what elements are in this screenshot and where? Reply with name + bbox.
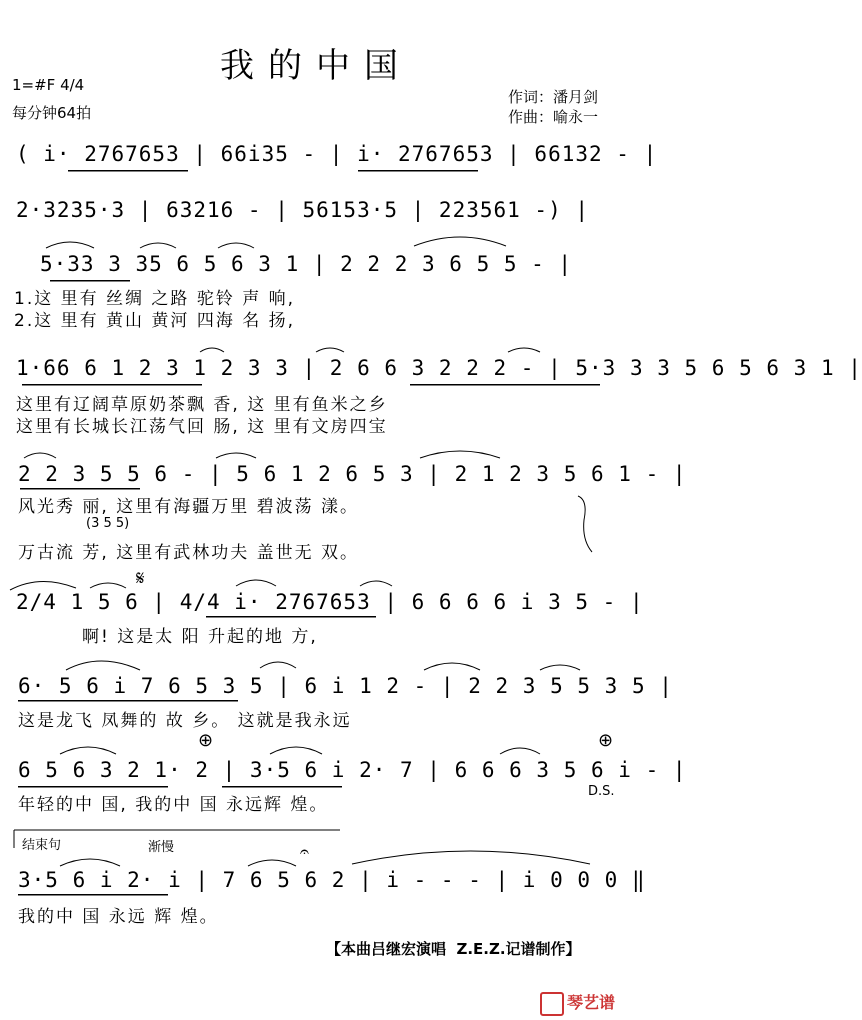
credit-line: 【本曲吕继宏演唱 Z.E.Z.记谱制作】 (326, 940, 581, 958)
lyric-line-4a: 这里有辽阔草原奶茶飘 香, 这 里有鱼米之乡 (16, 395, 388, 415)
ds-mark: D.S. (588, 784, 615, 799)
key-signature: 1=#F 4/4 (12, 76, 85, 94)
lyricist-credit: 作词：潘月剑 (508, 88, 599, 106)
lyric-line-4b: 这里有长城长江荡气回 肠, 这 里有文房四宝 (16, 417, 388, 437)
lyric-line-5a: 风光秀 丽, 这里有海疆万里 碧波荡 漾。 (18, 497, 360, 517)
lyric-line-9: 我的中 国 永远 辉 煌。 (18, 907, 219, 927)
alt-notes-annotation: (3 5 5) (86, 516, 130, 531)
song-title: 我的中国 (220, 46, 412, 86)
lyric-line-5b: 万古流 芳, 这里有武林功夫 盖世无 双。 (18, 543, 360, 563)
lyric-line-7: 这是龙飞 凤舞的 故 乡。 这就是我永远 (18, 711, 352, 731)
notation-line-6: 2/4 1 5 6 | 4/4 i· 2767653 | 6 6 6 6 i 3 5 - | (16, 590, 644, 614)
notation-line-9: 3·5 6 i 2· i | 7 6 5 6 2 | i - - - | i 0 0 0 ‖ (18, 868, 646, 892)
tempo-rit: 渐慢 (148, 840, 175, 855)
ending-label: 结束句 (22, 838, 62, 853)
coda-sign-1: ⊕ (198, 730, 214, 751)
lyric-line-3a: 1.这 里有 丝绸 之路 驼铃 声 响, (14, 289, 296, 309)
lyric-line-3b: 2.这 里有 黄山 黄河 四海 名 扬, (14, 311, 296, 331)
coda-sign-2: ⊕ (598, 730, 614, 751)
watermark-text: 琴艺谱 (567, 993, 616, 1012)
notation-line-3: 5·33 3 35 6 5 6 3 1 | 2 2 2 3 6 5 5 - | (40, 252, 573, 276)
lyric-line-6: 啊! 这是太 阳 升起的地 方, (82, 627, 318, 647)
notation-line-8: 6 5 6 3 2 1· 2 | 3·5 6 i 2· 7 | 6 6 6 3 5 6 i - | (18, 758, 687, 782)
fermata-sign: 𝄐 (300, 842, 309, 861)
notation-line-5: 2 2 3 5 5 6 - | 5 6 1 2 6 5 3 | 2 1 2 3 5 6 1 - | (18, 462, 687, 486)
notation-line-4: 1·66 6 1 2 3 1 2 3 3 | 2 6 6 3 2 2 2 - | 5·3 3 3 5 6 5 6 3 1 | (16, 356, 862, 380)
composer-credit: 作曲：喻永一 (508, 108, 599, 126)
segno-sign: 𝄋 (136, 566, 145, 590)
notation-line-1: ( i· 2767653 | 66i35 - | i· 2767653 | 66132 - | (16, 142, 658, 166)
tempo-marking: 每分钟64拍 (12, 104, 92, 122)
notation-line-7: 6· 5 6 i 7 6 5 3 5 | 6 i 1 2 - | 2 2 3 5 5 3 5 | (18, 674, 673, 698)
lyric-line-8: 年轻的中 国, 我的中 国 永远辉 煌。 (18, 795, 329, 815)
notation-line-2: 2·3235·3 | 63216 - | 56153·5 | 223561 -) | (16, 198, 590, 222)
